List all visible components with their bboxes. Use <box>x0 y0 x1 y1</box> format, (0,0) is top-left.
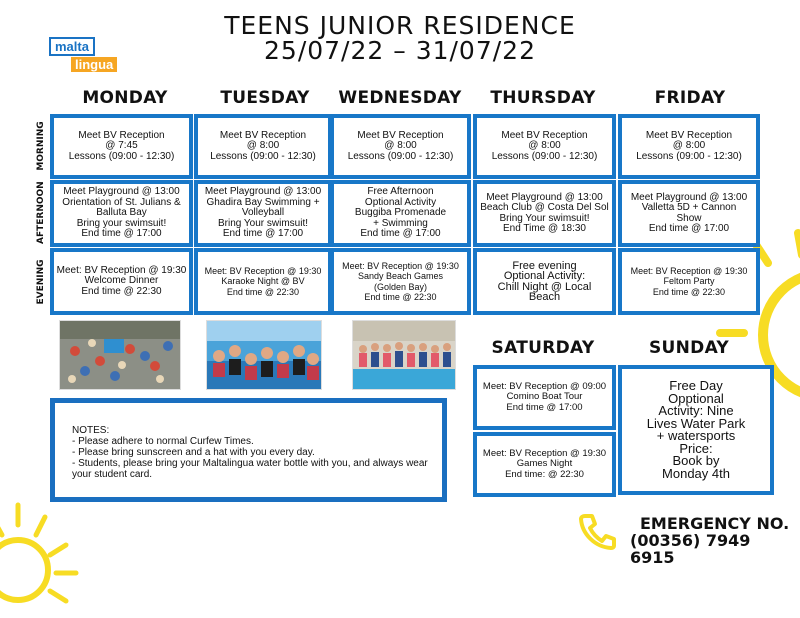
notes-item: - Students, please bring your Maltalingua water bottle with you, and always wear your student card. <box>72 458 428 480</box>
cell-text: Meet Playground @ 13:00 Orientation of St. Julians & Balluta Bay Bring your swimsuit! End time @ 17:00 <box>62 186 181 240</box>
cell-text: Meet Playground @ 13:00 Ghadira Bay Swimming + Volleyball Bring Your swimsuit! End time @ 17:00 <box>204 186 322 240</box>
cell-text: Meet BV Reception @ 8:00 Lessons (09:00 - 12:30) <box>210 129 316 162</box>
cell-friday-afternoon <box>618 180 760 247</box>
cell-wednesday-evening <box>330 248 471 315</box>
day-header-thursday: THURSDAY <box>490 88 596 108</box>
cell-text: Meet BV Reception @ 8:00 Lessons (09:00 - 12:30) <box>636 129 742 162</box>
row-label-evening: EVENING <box>36 259 46 305</box>
day-header-tuesday: TUESDAY <box>220 88 310 108</box>
date-range: 25/07/22 – 31/07/22 <box>264 36 536 65</box>
logo-text-lingua: lingua <box>71 57 117 72</box>
cell-wednesday-morning <box>330 114 471 179</box>
cell-text: Meet Playground @ 13:00 Beach Club @ Costa Del Sol Bring Your swimsuit! End Time @ 18:30 <box>480 191 609 234</box>
cell-text: Meet: BV Reception @ 09:00 Comino Boat Tour End time @ 17:00 <box>482 380 607 413</box>
cell-saturday-evening <box>473 432 616 497</box>
cell-thursday-evening <box>473 248 616 315</box>
cell-text: Meet: BV Reception @ 19:30 Sandy Beach Games (Golden Bay) End time @ 22:30 <box>342 260 459 302</box>
cell-text: Meet: BV Reception @ 19:30 Games Night End time: @ 22:30 <box>482 447 607 480</box>
page-title: TEENS JUNIOR RESIDENCE <box>224 11 576 40</box>
sun-icon <box>0 495 80 618</box>
photo-group-boat <box>206 320 322 390</box>
day-header-monday: MONDAY <box>82 88 168 108</box>
cell-friday-morning <box>618 114 760 179</box>
emergency-label: EMERGENCY NO. <box>640 514 790 533</box>
cell-sunday <box>618 365 774 495</box>
notes-item: - Please bring sunscreen and a hat with you every day. <box>72 447 315 458</box>
day-header-wednesday: WEDNESDAY <box>338 88 462 108</box>
notes-item: - Please adhere to normal Curfew Times. <box>72 436 254 447</box>
cell-tuesday-afternoon <box>194 180 332 247</box>
cell-wednesday-afternoon <box>330 180 471 247</box>
cell-friday-evening <box>618 248 760 315</box>
notes-heading: NOTES: <box>72 425 110 436</box>
cell-text: Meet Playground @ 13:00 Valletta 5D + Cannon Show End time @ 17:00 <box>630 191 748 234</box>
cell-text: Meet: BV Reception @ 19:30 Karaoke Night @ BV End time @ 22:30 <box>204 265 322 297</box>
cell-thursday-afternoon <box>473 180 616 247</box>
row-label-afternoon: AFTERNOON <box>36 181 46 244</box>
cell-text: Meet BV Reception @ 8:00 Lessons (09:00 - 12:30) <box>491 129 598 162</box>
day-header-saturday: SATURDAY <box>491 338 595 358</box>
phone-icon <box>578 512 618 550</box>
notes-box <box>50 398 447 502</box>
day-header-friday: FRIDAY <box>654 88 726 108</box>
cell-text: Meet BV Reception @ 7:45 Lessons (09:00 - 12:30) <box>68 129 175 162</box>
cell-thursday-morning <box>473 114 616 179</box>
cell-monday-evening <box>50 248 193 315</box>
cell-tuesday-morning <box>194 114 332 179</box>
cell-text: Free Day Opptional Activity: Nine Lives Water Park + watersports Price: Book by Monday 4th <box>646 378 746 481</box>
cell-text: Free Afternoon Optional Activity Buggiba Promenade + Swimming End time @ 17:00 <box>354 186 447 240</box>
cell-text: Meet BV Reception @ 8:00 Lessons (09:00 - 12:30) <box>347 129 454 162</box>
emergency-number: (00356) 7949 6915 <box>630 531 751 567</box>
day-header-sunday: SUNDAY <box>648 338 730 358</box>
cell-text: Meet: BV Reception @ 19:30 Welcome Dinner End time @ 22:30 <box>56 264 187 297</box>
cell-text: Free evening Optional Activity: Chill Night @ Local Beach <box>497 259 592 303</box>
cell-text: Meet: BV Reception @ 19:30 Feltom Party End time @ 22:30 <box>630 265 748 297</box>
photo-group-street <box>59 320 181 390</box>
photo-group-pool <box>352 320 456 390</box>
cell-monday-morning <box>50 114 193 179</box>
logo-text-malta: malta <box>49 37 95 56</box>
row-label-morning: MORNING <box>36 121 46 171</box>
cell-saturday-morning <box>473 365 616 430</box>
cell-tuesday-evening <box>194 248 332 315</box>
cell-monday-afternoon <box>50 180 193 247</box>
